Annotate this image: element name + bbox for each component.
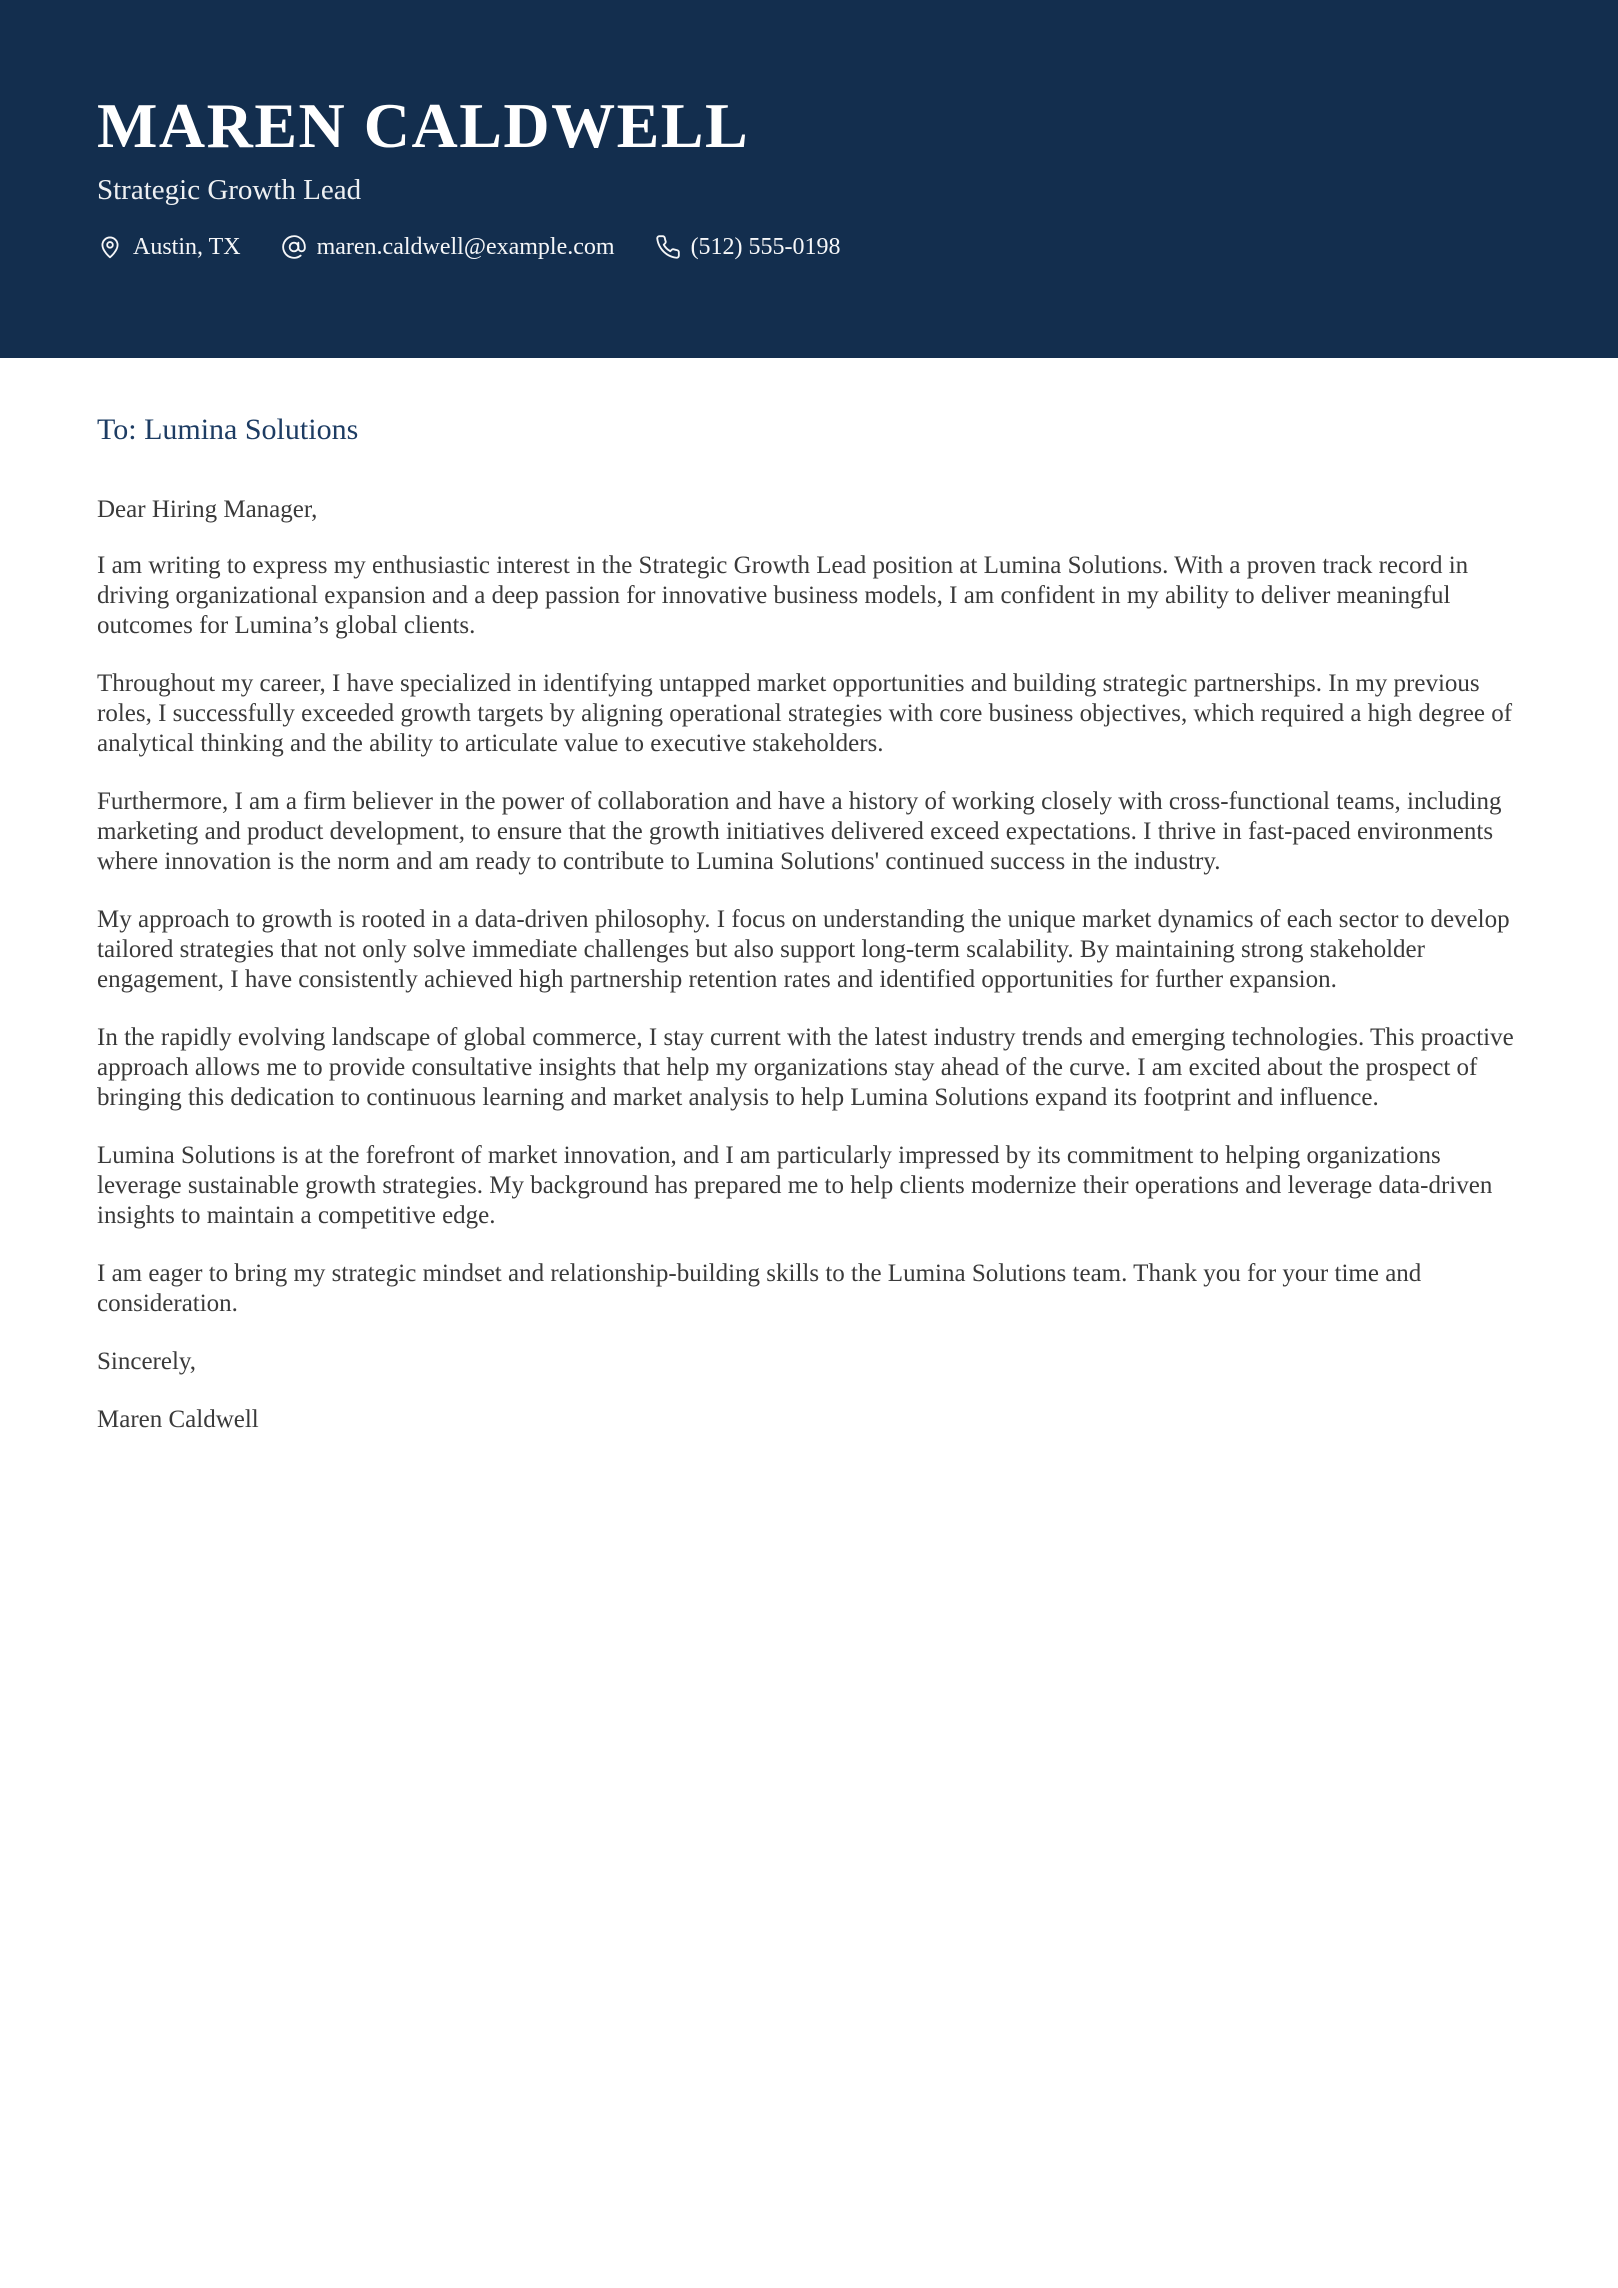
signature: Maren Caldwell <box>97 1406 259 1433</box>
contact-location-text: Austin, TX <box>133 233 241 260</box>
letter-paragraph: In the rapidly evolving landscape of global commerce, I stay current with the latest industry trends and emerging technologies. This proactive approach allows me to provide consultative insights that help my organizations stay ahead of the curve. I am excited about the prospect of bringing this dedication to continuous learning and market analysis to help Lumina Solutions expand its footprint and influence. <box>97 1024 1514 1111</box>
cover-letter-body <box>0 358 1618 1523</box>
candidate-job-title: Strategic Growth Lead <box>97 174 362 207</box>
contact-row <box>97 234 1521 261</box>
contact-location <box>97 234 241 261</box>
letter-paragraph: My approach to growth is rooted in a data-driven philosophy. I focus on understanding the unique market dynamics of each sector to develop tailored strategies that not only solve immediate challenges but also support long-term scalability. By maintaining strong stakeholder engagement, I have consistently achieved high partnership retention rates and identified opportunities for further expansion. <box>97 906 1510 993</box>
contact-email <box>281 234 615 261</box>
letter-paragraph: I am eager to bring my strategic mindset and relationship-building skills to the Lumina Solutions team. Thank you for your time and consideration. <box>97 1260 1422 1317</box>
salutation: Dear Hiring Manager, <box>97 496 318 523</box>
recipient-heading: To: Lumina Solutions <box>97 413 359 446</box>
contact-email-text: maren.caldwell@example.com <box>316 233 615 260</box>
closing: Sincerely, <box>97 1348 197 1375</box>
at-sign-icon <box>281 234 307 260</box>
contact-phone <box>655 234 841 261</box>
letter-paragraph: Throughout my career, I have specialized in identifying untapped market opportunities and building strategic partnerships. In my previous roles, I successfully exceeded growth targets by aligning operational strategies with core business objectives, which required a high degree of analytical thinking and the ability to articulate value to executive stakeholders. <box>97 670 1513 757</box>
location-pin-icon <box>97 234 123 260</box>
phone-icon <box>655 234 681 260</box>
header-banner <box>0 0 1618 358</box>
contact-phone-text: (512) 555-0198 <box>690 233 841 260</box>
letter-paragraph: Furthermore, I am a firm believer in the power of collaboration and have a history of working closely with cross-functional teams, including marketing and product development, to ensure that the growth initiatives delivered exceed expectations. I thrive in fast-paced environments where innovation is the norm and am ready to contribute to Lumina Solutions' continued success in the industry. <box>97 788 1502 875</box>
paragraph-list <box>97 551 1521 1319</box>
candidate-name: MAREN CALDWELL <box>97 90 750 161</box>
letter-paragraph: I am writing to express my enthusiastic interest in the Strategic Growth Lead position at Lumina Solutions. With a proven track record in driving organizational expansion and a deep passion for innovative business models, I am confident in my ability to deliver meaningful outcomes for Lumina’s global clients. <box>97 552 1469 639</box>
letter-paragraph: Lumina Solutions is at the forefront of market innovation, and I am particularly impressed by its commitment to helping organizations leverage sustainable growth strategies. My background has prepared me to help clients modernize their operations and leverage data-driven insights to maintain a competitive edge. <box>97 1142 1493 1229</box>
